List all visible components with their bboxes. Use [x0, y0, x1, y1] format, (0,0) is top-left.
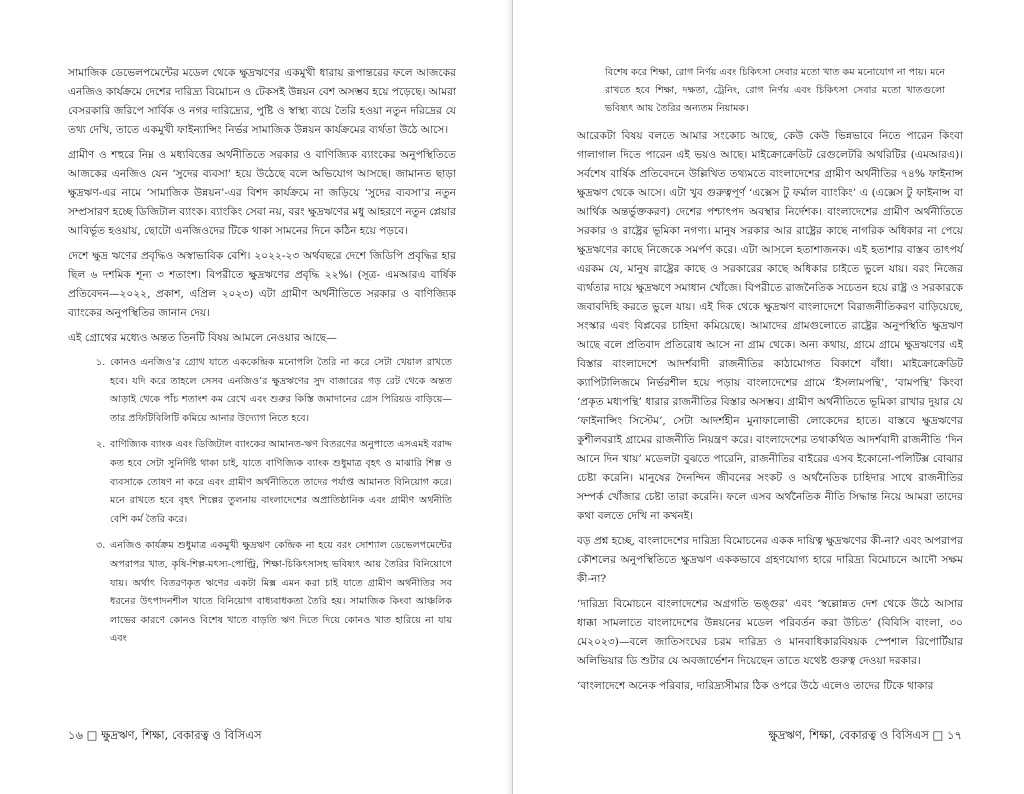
- paragraph: দেশে ক্ষুদ্র ঋণের প্রবৃদ্ধিও অস্বাভাবিক বেশি। ২০২২-২৩ অর্থবছরে দেশে জিডিপি প্রবৃদ্ধির হার ছিল ৬ দশমিক শূন্য ৩ শতাংশ। বিপরীতে ক্ষুদ্রঋণের প্রবৃদ্ধি ২২%। (সূত্র- এমআরএ বার্ষিক প্রতিবেদন—২০২২, প্রকাশ, এপ্রিল ২০২৩) এটা গ্রামীণ অর্থনীতিতে সরকার ও বাণিজ্যিক ব্যাংকের অনুপস্থিতির জানান দেয়।: [68, 250, 456, 319]
- list-item: [68, 354, 456, 428]
- left-page-footer: ১৬ □ ক্ষুদ্রঋণ, শিক্ষা, বেকারত্ব ও বিসিএস: [68, 728, 262, 742]
- list-item-text: এনজিও কার্যক্রম শুধুমাত্র একমুখী ক্ষুদ্রঋণ কেন্দ্রিক না হয়ে বরং সোশ্যাল ডেভেলপমেন্টের অপরাপর খাত, কৃষি-শিল্প-মৎস্য-পোল্ট্রি, শিক্ষা-চিকিৎসাসহ ভবিষ্যৎ আয় তৈরির বিনিয়োগে যায়। অর্থাৎ বিতরণকৃত ঋণের একটা মিক্স এমন করা চাই যাতে গ্রামীণ অর্থনীতির সব ধরনের উৎপাদনশীল খাতে বিনিয়োগ বাধ্যবাধকতা তৈরি হয়। সামাজিক কিংবা আঞ্চলিক লাভের কারণে কোনও বিশেষ খাতে বাড়তি ঋণ দিতে দিয়ে কোনও খাত হারিয়ে না যায় এবং: [110, 540, 452, 645]
- list-item-number: ২.: [96, 439, 106, 451]
- list-item-text: কোনও এনজিও’র গ্রোথ যাতে এককেন্দ্রিক মনোপলি তৈরি না করে সেটা খেয়াল রাখতে হবে। যদি করে তাহলে সেসব এনজিও’র ক্ষুদ্রঋণের সুদ বাজারের গড় রেট থেকে অন্তত আড়াই থেকে পাঁচ শতাংশ কম রেখে এবং শুরুর কিস্তি জমাদানের গ্রেস পিরিয়ড বাড়িয়ে—তার প্রফিটিবিলিটি কমিয়ে আনার উদ্যোগ নিতে হবে।: [110, 357, 452, 424]
- right-page: [513, 0, 1024, 794]
- paragraph: ‘বাংলাদেশে অনেক পরিবার, দারিদ্র্যসীমার ঠিক ওপরে উঠে এলেও তাদের টিকে থাকার: [577, 680, 934, 692]
- list-item: [68, 537, 456, 649]
- continued-list-text: বিশেষ করে শিক্ষা, রোগ নির্ণয় এবং চিকিৎসা সেবার মতো খাত কম মনোযোগ না পায়। মনে রাখতে হবে শিক্ষা, দক্ষতা, ট্রেনিং, রোগ নির্ণয় এবং চিকিৎসা সেবার মতো খাতগুলো ভবিষ্যৎ আয় তৈরির অন্যতম নিয়ামক।: [605, 67, 945, 114]
- right-page-body: [577, 64, 963, 702]
- paragraph: সামাজিক ডেভেলপমেন্টের মডেল থেকে ক্ষুদ্রঋণের একমুখী ধারায় রূপান্তরের ফলে আজকের এনজিও কার্যক্রমে দেশের দারিদ্র্য বিমোচন ও টেকসই উন্নয়ন বেশ অসম্ভব হয়ে পড়েছে। আমরা বেসরকারি জরিপে সার্বিক ও নগর দারিদ্র্যের, পুষ্টি ও স্বাস্থ্য ব্যয়ে তৈরি হওয়া নতুন দরিদ্রের যে তথ্য দেখি, তাতে একমুখী ফাইন্যান্সিং নির্ভর সামাজিক উন্নয়ন কার্যক্রমের ব্যর্থতা উঠে আসে।: [68, 67, 456, 136]
- list-item-text: বাণিজ্যিক ব্যাংক এবং ডিজিটাল ব্যাংকের আমানত-ঋণ বিতরণের অনুপাতে এসএমই বরাদ্দ কত হবে সেটা সুনির্দিষ্ট থাকা চাই, যাতে বাণিজ্যিক ব্যাংক শুধুমাত্র বৃহৎ ও মাঝারি শিল্প ও ব্যবসাকে তোষণ না করে এবং গ্রামীণ অর্থনীতিতে তাদের পর্যাপ্ত আমানত বিনিয়োগ করে। মনে রাখতে হবে বৃহৎ শিল্পের তুলনায় বাংলাদেশের অপ্রাতিষ্ঠানিক এবং গ্রামীণ অর্থনীতি বেশি কর্ম তৈরি করে।: [110, 439, 452, 525]
- paragraph: এই গ্রোথের মধ্যেও অন্তত তিনটি বিষয় আমলে নেওয়ার আছে—: [68, 332, 337, 344]
- paragraph: আরেকটা বিষয় বলতে আমার সংকোচ আছে, কেউ কেউ ভিন্নভাবে নিতে পারেন কিংবা গালাগাল দিতে পারেন এই ভয়ও আছে। মাইক্রোক্রেডিট রেগুলেটরি অথরিটির (এমআরএ)। সর্বশেষ বার্ষিক প্রতিবেদনে উল্লিখিত তথ্যমতে বাংলাদেশের গ্রামীণ অর্থনীতির ৭৪% ফাইনান্স ক্ষুদ্রঋণ থেকে আসে। এটা খুব গুরুত্বপূর্ণ ‘এক্সেস টু ফর্মাল ব্যাংকিং’ এ (এক্সেস টু ফাইনান্স বা আর্থিক অন্তর্ভুক্তকরণ) দেশের পশ্চাৎপদ অবস্থার নির্দেশক। বাংলাদেশের গ্রামীণ অর্থনীতিতে সরকার ও রাষ্ট্রের ভূমিকা নগণ্য। মানুষ সরকার আর রাষ্ট্রের কাছে নাগরিক অধিকার না পেয়ে ক্ষুদ্রঋণের কাছে নিজেকে সমর্পণ করে। এটা আসলে হতাশাজনক। এই হতাশার বাস্তব তাৎপর্য এরকম যে, মানুষ রাষ্ট্রের কাছে ও সরকারের কাছে অধিকার চাইতে ভুলে যায়। বরং নিজের ব্যর্থতার দায়ে ক্ষুদ্রঋণে সমাধান খোঁজে। বিপরীতে রাজনৈতিক সচেতন হয়ে রাষ্ট্র ও সরকারকে জবাবদিহি করতে ভুলে যায়। এই দিক থেকে ক্ষুদ্রঋণ বাংলাদেশে বিরাজনীতিকরণ বাড়িয়েছে, সংস্কার এবং বিপ্লবের চাহিদা কমিয়েছে। আমাদের গ্রামগুলোতে রাষ্ট্রের অনুপস্থিতি ক্ষুদ্রঋণ আছে বলে প্রতিবাদ প্রতিরোধ আসে না গ্রাম থেকে। অন্য কথায়, গ্রামে গ্রামে ক্ষুদ্রঋণের এই বিস্তার বাংলাদেশে আদর্শবাদী রাজনীতির কাঠামোগত বিকাশে বাঁধা। মাইক্রোক্রেডিট ক্যাপিটালিজমে নির্ভরশীল হয়ে পড়ায় বাংলাদেশের গ্রামে ‘ইসলামপন্থি’, ‘বামপন্থি’ কিংবা ‘প্রকৃত মধ্যপন্থি’ ধারার রাজনীতির বিস্তার অসম্ভব। গ্রামীণ অর্থনীতিতে ভূমিকা রাখার দুয়ার যে ‘ফাইনান্সিং সিস্টেম’, সেটা আদর্শহীন মুনাফালোভী লোকেদের হাতে। বাস্তবে ক্ষুদ্রঋণের কুশীলবরাই গ্রামের রাজনীতি নিয়ন্ত্রণ করে। বাংলাদেশের তথাকথিত আদর্শবাদী রাজনীতি ‘দিন আনে দিন খায়’ মডেলটা বুঝতে পারেনি, রাজনীতির বাইরের এসব ইকোনো-পলিটিক্স বোঝার চেষ্টা করেনি। মানুষের দৈনন্দিন জীবনের সংকট ও অর্থনৈতিক চাহিদার সাথে রাজনীতির সম্পর্ক খোঁজার চেষ্টা তারা করেনি। ফলে এসব অর্থনৈতিক নীতি সিদ্ধান্ত নিয়ে আমরা তাদের কথা বলতে দেখি না কখনই।: [577, 130, 963, 522]
- left-page-body: [68, 64, 456, 657]
- list-item-number: ১.: [96, 357, 106, 368]
- right-page-footer: ক্ষুদ্রঋণ, শিক্ষা, বেকারত্ব ও বিসিএস □ ১৭: [768, 728, 962, 742]
- paragraph: ‘দারিদ্র্য বিমোচনে বাংলাদেশের অগ্রগতি ভঙ্গুর’ এবং ‘স্বল্লোন্নত দেশ থেকে উঠে আসার ধাক্কা সামলাতে বাংলাদেশের উন্নয়নের মডেল পরিবর্তন করা উচিত’ (বিবিসি বাংলা, ৩০ মে২০২৩)—বলে জাতিসংঘের চরম দারিদ্র্য ও মানবাধিকারবিষয়ক স্পেশাল রিপোর্টিয়ার অলিভিয়ার ডি শুটার যে অবজার্ভেশন দিয়েছেন তাতে যথেষ্ট গুরুত্ব দেওয়া দরকার।: [577, 598, 963, 667]
- paragraph: গ্রামীণ ও শহুরে নিম্ন ও মধ্যবিত্তের অর্থনীতিতে সরকার ও বাণিজ্যিক ব্যাংকের অনুপস্থিতিতে আজকের এনজিও যেন ‘সুদের ব্যবসা’ হয়ে উঠেছে বলে অভিযোগ আসছে। জামানত ছাড়া ক্ষুদ্রঋণ-এর নামে ‘সামাজিক উন্নয়ন’-এর বিশদ কার্যক্রমে না জড়িয়ে ‘সুদের ব্যবসা’র নতুন সম্প্রসারণ হচ্ছে ডিজিটাল ব্যাংক। ব্যাংকিং সেবা নয়, বরং ক্ষুদ্রঋণের মধু আহরণে নতুন প্লেয়ার আবির্ভূত হওয়ায়, ছোটো এনজিওদের টিকে থাকা সামনের দিনে কঠিন হয়ে পড়বে।: [68, 149, 456, 237]
- paragraph: বড় প্রশ্ন হচ্ছে, বাংলাদেশের দারিদ্র্য বিমোচনের একক দায়িত্ব ক্ষুদ্রঋণের কী-না? এবং অপরাপর কৌশলের অনুপস্থিতিতে ক্ষুদ্রঋণ এককভাবে গ্রহণযোগ্য হারে দারিদ্র্য বিমোচনে আদৌ সক্ষম কী-না?: [577, 535, 963, 585]
- list-item-number: ৩.: [96, 540, 106, 552]
- list-item: [68, 436, 456, 529]
- numbered-list: [68, 354, 456, 649]
